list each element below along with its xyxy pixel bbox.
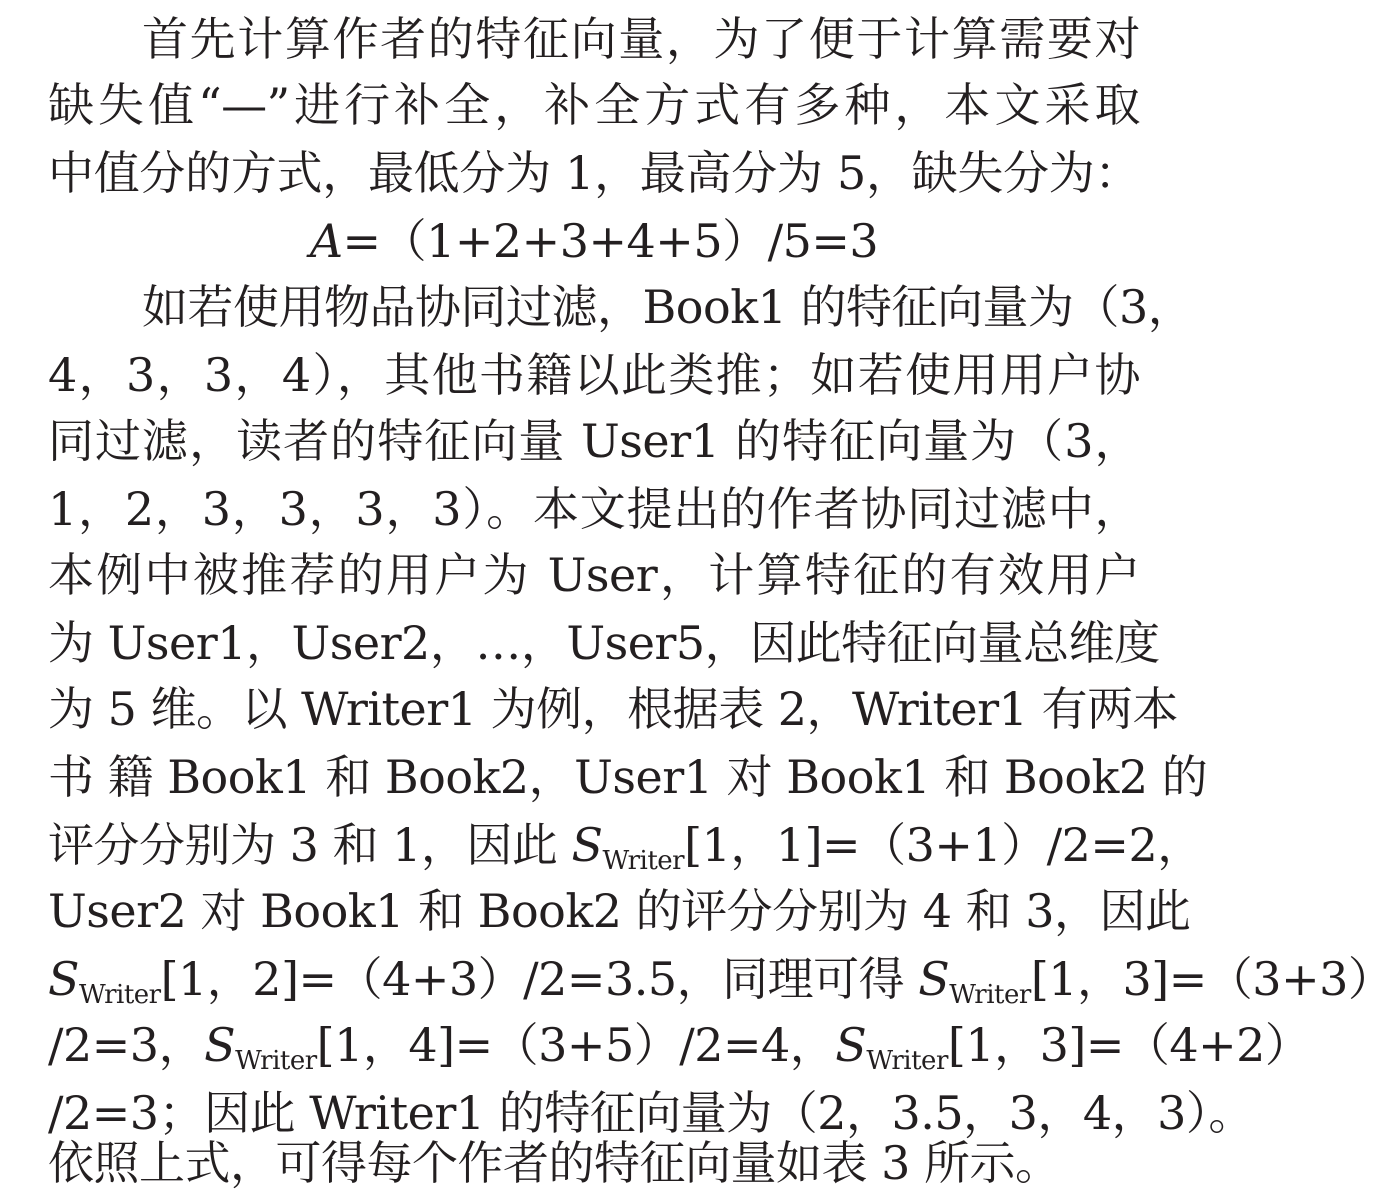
formula-variable: A bbox=[309, 214, 343, 268]
formula-expression: =（1+2+3+4+5）/5=3 bbox=[342, 214, 879, 268]
text-line-16 bbox=[48, 1012, 1311, 1078]
line15-mid: [1，2]=（4+3）/2=3.5，同理可得 bbox=[160, 952, 919, 1006]
line15-post: [1，3]=（3+3） bbox=[1030, 952, 1393, 1006]
text-line-13 bbox=[48, 812, 1203, 878]
line16-pre: /2=3， bbox=[48, 1018, 205, 1072]
symbol-s: S bbox=[835, 1018, 867, 1072]
text-line-11: 为 5 维。以 Writer1 为例，根据表 2，Writer1 有两本 bbox=[48, 682, 1179, 736]
text-line-9: 本例中被推荐的用户为 User，计算特征的有效用户 bbox=[48, 548, 1140, 602]
line16-post: [1，3]=（4+2） bbox=[947, 1018, 1311, 1072]
text-line-15 bbox=[48, 946, 1393, 1012]
subscript-writer: Writer bbox=[602, 846, 685, 876]
symbol-s: S bbox=[918, 952, 950, 1006]
symbol-s: S bbox=[48, 952, 80, 1006]
text-line-7: 同过滤，读者的特征向量 User1 的特征向量为（3， bbox=[48, 414, 1140, 468]
text-line-2: 缺失值“—”进行补全，补全方式有多种，本文采取 bbox=[48, 78, 1140, 132]
text-line-18: 依照上式，可得每个作者的特征向量如表 3 所示。 bbox=[48, 1136, 1061, 1190]
symbol-s: S bbox=[204, 1018, 236, 1072]
text-line-10: 为 User1，User2，…，User5，因此特征向量总维度 bbox=[48, 616, 1160, 670]
line16-mid: [1，4]=（3+5）/2=4， bbox=[316, 1018, 836, 1072]
text-line-3: 中值分的方式，最低分为 1，最高分为 5，缺失分为： bbox=[48, 146, 1140, 200]
line13-post: [1，1]=（3+1）/2=2， bbox=[684, 818, 1203, 872]
formula-line bbox=[48, 208, 1140, 274]
subscript-writer: Writer bbox=[949, 980, 1031, 1010]
text-line-14: User2 对 Book1 和 Book2 的评分分别为 4 和 3，因此 bbox=[48, 884, 1191, 938]
text-line-8: 1，2，3，3，3，3）。本文提出的作者协同过滤中， bbox=[48, 482, 1140, 536]
text-line-6: 4，3，3，4），其他书籍以此类推；如若使用用户协 bbox=[48, 348, 1140, 402]
subscript-writer: Writer bbox=[235, 1046, 317, 1076]
text-line-12: 书 籍 Book1 和 Book2，User1 对 Book1 和 Book2 的 bbox=[48, 750, 1208, 804]
subscript-writer: Writer bbox=[79, 980, 161, 1010]
subscript-writer: Writer bbox=[866, 1046, 948, 1076]
text-line-1: 首先计算作者的特征向量，为了便于计算需要对 bbox=[142, 12, 1140, 66]
document-page bbox=[48, 0, 1393, 1196]
text-line-17: /2=3；因此 Writer1 的特征向量为（2，3.5，3，4，3）。 bbox=[48, 1086, 1254, 1140]
symbol-s: S bbox=[571, 818, 603, 872]
line13-pre: 评分分别为 3 和 1，因此 bbox=[48, 818, 572, 872]
text-line-5: 如若使用物品协同过滤，Book1 的特征向量为（3， bbox=[142, 280, 1194, 334]
